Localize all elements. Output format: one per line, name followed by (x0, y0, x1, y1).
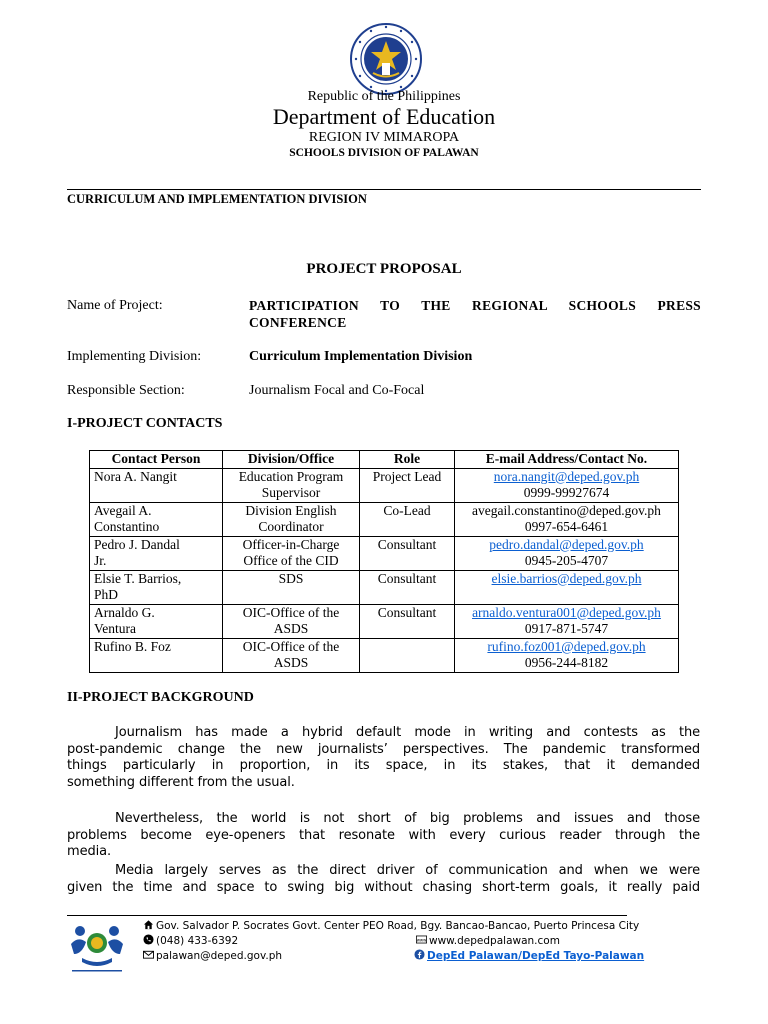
contact-person: Elsie T. Barrios, (94, 570, 182, 586)
footer-email: palawan@deped.gov.ph (143, 949, 282, 962)
background-paragraph-2: Nevertheless, the world is not short of big problems and issues and those problems become eye-openers that resonate with every curious reader through the media. (67, 811, 700, 859)
contacts-heading: I-PROJECT CONTACTS (67, 416, 223, 431)
contact-person: Arnaldo G. (94, 604, 155, 620)
table-row: Nora A. Nangit Education Program Supervisor Project Lead nora.nangit@deped.gov.ph 0999-99927674 (90, 468, 679, 502)
facebook-icon (414, 949, 425, 960)
deped-seal-icon (349, 22, 423, 96)
table-row: Arnaldo G. Ventura OIC-Office of the ASDS Consultant arnaldo.ventura001@deped.gov.ph 0917-871-5747 (90, 604, 679, 638)
email-link[interactable]: arnaldo.ventura001@deped.gov.ph (472, 604, 661, 620)
region-text: REGION IV MIMAROPA (308, 130, 460, 145)
column-header: Division/Office (223, 451, 360, 469)
contact-role: Consultant (377, 570, 437, 586)
project-name-line2: CONFERENCE (249, 315, 347, 330)
column-header: E-mail Address/Contact No. (455, 451, 679, 469)
contact-person: Nora A. Nangit (94, 468, 177, 484)
contact-person: Rufino B. Foz (94, 638, 171, 654)
background-paragraph-1: Journalism has made a hybrid default mode in writing and contests as the post-pandemic change the new journalists’ perspectives. The pandemic transformed things particularly in proportion, in its space, in its stakes, that it demanded something different from the usual. (67, 725, 700, 790)
footer-address: Gov. Salvador P. Socrates Govt. Center PEO Road, Bgy. Bancao-Bancao, Puerto Princesa City (143, 919, 639, 932)
responsible-label: Responsible Section: (67, 383, 185, 398)
office-name: CURRICULUM AND IMPLEMENTATION DIVISION (67, 192, 367, 206)
email-link[interactable]: elsie.barrios@deped.gov.ph (491, 570, 642, 586)
table-row: Rufino B. Foz OIC-Office of the ASDS rufino.foz001@deped.gov.ph 0956-244-8182 (90, 638, 679, 672)
table-row: Elsie T. Barrios, PhD SDS Consultant elsie.barrios@deped.gov.ph (90, 570, 679, 604)
contact-office: Division English (245, 502, 337, 518)
contact-office: Education Program (238, 468, 344, 484)
contact-role: Consultant (377, 536, 437, 552)
contact-office: SDS (278, 570, 304, 586)
name-label: Name of Project: (67, 298, 163, 313)
contact-role: Co-Lead (383, 502, 431, 518)
contact-email: avegail.constantino@deped.gov.ph (472, 502, 661, 518)
globe-icon (416, 934, 427, 945)
page-title: PROJECT PROPOSAL (306, 261, 462, 277)
contact-phone: 0956-244-8182 (524, 655, 609, 670)
contact-person: Pedro J. Dandal (94, 536, 180, 552)
contact-phone: 0997-654-6461 (524, 519, 609, 534)
contact-office: OIC-Office of the (242, 604, 340, 620)
mail-icon (143, 949, 154, 960)
contact-phone: 0999-99927674 (523, 485, 610, 500)
contact-office: OIC-Office of the (242, 638, 340, 654)
background-paragraph-3: Media largely serves as the direct driver of communication and when we were given the time and space to swing big without chasing short-term goals, it really paid (67, 863, 700, 895)
footer-facebook: DepEd Palawan/DepEd Tayo-Palawan (414, 949, 644, 962)
implementing-label: Implementing Division: (67, 349, 202, 364)
contact-role: Consultant (377, 604, 437, 620)
email-link[interactable]: rufino.foz001@deped.gov.ph (487, 638, 646, 654)
division-logo-icon (68, 918, 126, 974)
contacts-table (89, 450, 679, 673)
header-divider (67, 189, 701, 190)
background-heading: II-PROJECT BACKGROUND (67, 690, 254, 705)
footer-website: www www.depedpalawan.com (416, 935, 560, 947)
division-text: SCHOOLS DIVISION OF PALAWAN (289, 147, 479, 159)
table-row: Pedro J. Dandal Jr. Officer-in-Charge Office of the CID Consultant pedro.dandal@deped.gov.ph 0945-205-4707 (90, 536, 679, 570)
column-header: Contact Person (90, 451, 223, 469)
email-link[interactable]: pedro.dandal@deped.gov.ph (489, 536, 644, 552)
table-header-row (90, 451, 679, 469)
contact-role: Project Lead (372, 468, 442, 484)
implementing-value: Curriculum Implementation Division (249, 349, 473, 364)
project-name-line1: PARTICIPATION TO THE REGIONAL SCHOOLS PRESS (249, 298, 701, 313)
svg-text:www: www (416, 937, 427, 943)
contact-person: Avegail A. (94, 502, 152, 518)
contact-phone: 0917-871-5747 (524, 621, 609, 636)
footer-divider (67, 915, 627, 916)
responsible-value: Journalism Focal and Co-Focal (249, 383, 425, 398)
department-title: Department of Education (272, 104, 496, 129)
phone-icon (143, 934, 154, 945)
email-link[interactable]: nora.nangit@deped.gov.ph (493, 468, 640, 484)
column-header: Role (360, 451, 455, 469)
footer-phone: (048) 433-6392 (143, 934, 238, 947)
contact-phone: 0945-205-4707 (524, 553, 609, 568)
home-icon (143, 919, 154, 930)
contact-office: Officer-in-Charge (242, 536, 340, 552)
table-row: Avegail A. Constantino Division English Coordinator Co-Lead avegail.constantino@deped.gov.ph 0997-654-6461 (90, 502, 679, 536)
republic-text: Republic of the Philippines (307, 89, 461, 104)
